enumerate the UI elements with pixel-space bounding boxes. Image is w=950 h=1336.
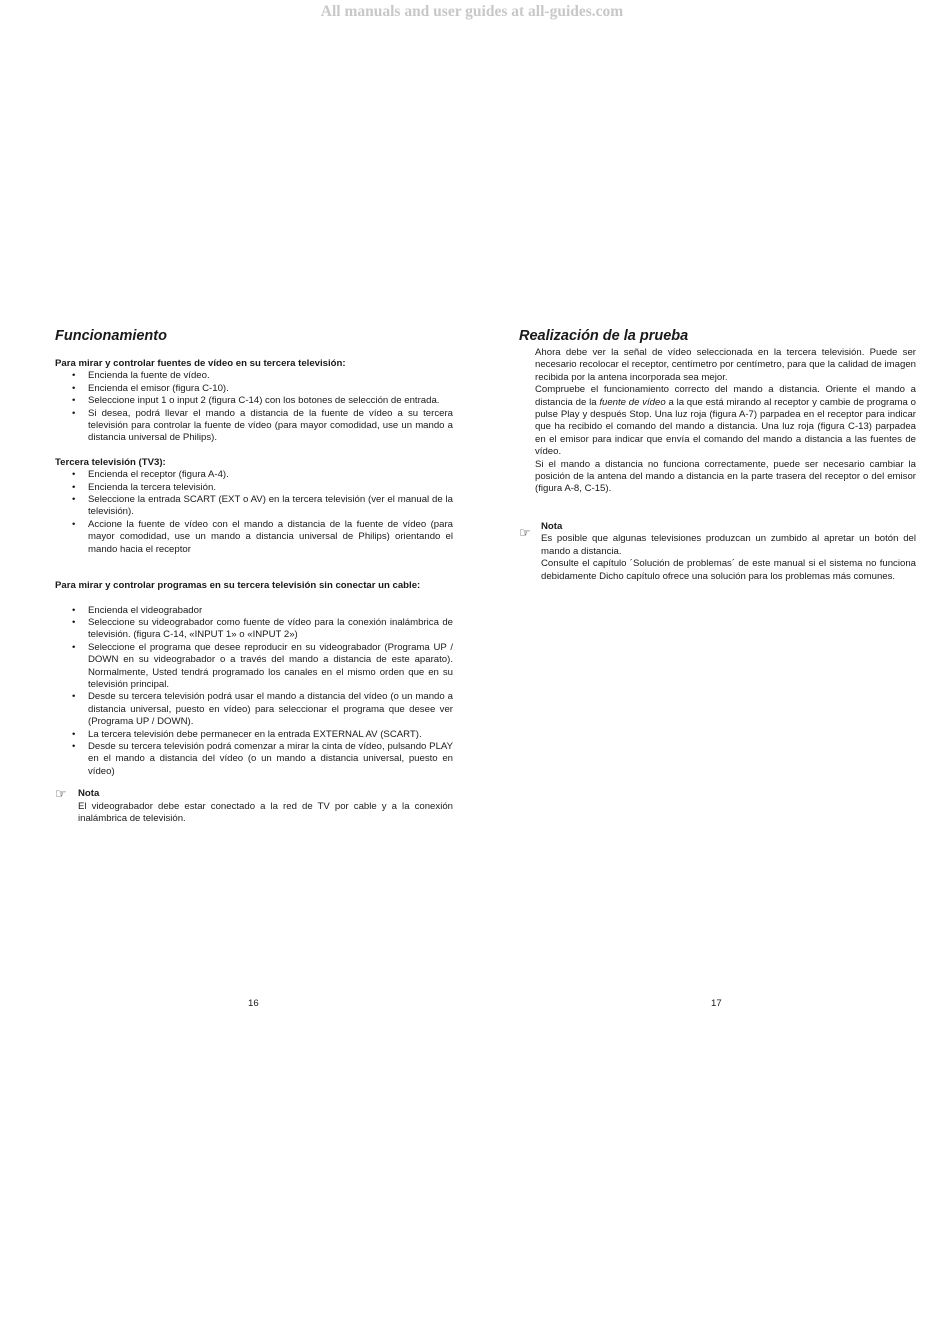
list-item: • Accione la fuente de vídeo con el mando a distancia de la fuente de vídeo (para mayor comodidad, use un mando a distancia universal de Philips) orientando el mando hacia el receptor [55, 519, 453, 556]
paragraph-part: Compruebe el funcionamiento correcto del mando a distancia. Oriente el mando a distancia de la [535, 384, 916, 408]
test-procedure-text [519, 347, 916, 496]
section3-list [55, 605, 453, 779]
list-item: • Seleccione input 1 o input 2 (figura C-14) con los botones de selección de entrada. [55, 395, 453, 407]
right-note [519, 521, 916, 583]
section2-list [55, 469, 453, 556]
section1-list [55, 370, 453, 444]
list-item: • Encienda el emisor (figura C-10). [55, 383, 453, 395]
list-item: • Encienda la fuente de vídeo. [55, 370, 453, 382]
paragraph: Si el mando a distancia no funciona correctamente, puede ser necesario cambiar la posición de la antena del mando a distancia en la parte trasera del receptor o del emisor (figura A-8, C-15). [535, 458, 916, 495]
page-number-right: 17 [711, 998, 722, 1009]
section2-heading: Tercera televisión (TV3): [55, 456, 166, 468]
left-page-column [55, 327, 453, 825]
list-item: • Desde su tercera televisión podrá comenzar a mirar la cinta de vídeo, pulsando PLAY en el mando a distancia del vídeo (o un mando a distancia universal, puesto en vídeo) [55, 741, 453, 778]
list-item: • Seleccione su videograbador como fuente de vídeo para la conexión inalámbrica de televisión. (figura C-14, «INPUT 1» o «INPUT 2») [55, 617, 453, 642]
note-text: El videograbador debe estar conectado a la red de TV por cable y a la conexión inalámbrica de televisión. [78, 800, 453, 824]
right-page-column [519, 327, 916, 583]
note-text: Es posible que algunas televisiones produzcan un zumbido al apretar un botón del mando a distancia. [541, 533, 916, 557]
section1-heading: Para mirar y controlar fuentes de vídeo en su tercera televisión: [55, 358, 346, 369]
paragraph-emphasis: fuente de vídeo [599, 396, 666, 408]
paragraph: Ahora debe ver la señal de vídeo seleccionada en la tercera televisión. Puede ser necesario recolocar el receptor, centímetro por centímetro, para que la calidad de imagen recibida por la antena incorporada sea mejor. [535, 347, 916, 383]
list-item: • La tercera televisión debe permanecer en la entrada EXTERNAL AV (SCART). [55, 729, 453, 741]
list-item: • Encienda el receptor (figura A-4). [55, 469, 453, 481]
section3-heading: Para mirar y controlar programas en su tercera televisión sin conectar un cable: [55, 580, 421, 592]
note-label: Nota [78, 788, 100, 800]
list-item: • Encienda la tercera televisión. [55, 482, 453, 494]
left-page-title: Funcionamiento [55, 328, 167, 344]
list-item: • Desde su tercera televisión podrá usar el mando a distancia del vídeo (o un mando a distancia universal, puesto en vídeo) para seleccionar el programa que desee ver (Programa UP / DOWN). [55, 691, 453, 728]
list-item: • Seleccione la entrada SCART (EXT o AV) en la tercera televisión (ver el manual de la televisión). [55, 494, 453, 519]
paragraph [535, 384, 916, 458]
list-item: • Seleccione el programa que desee reproducir en su videograbador (Programa UP / DOWN en su videograbador o a través del mando a distancia de este aparato). Normalmente, Usted tendrá programado los canales en el mismo orden que en su televisión principal. [55, 642, 453, 692]
page-number-left: 16 [248, 998, 259, 1009]
right-page-title: Realización de la prueba [519, 328, 689, 344]
pointing-hand-icon: ☞ [519, 524, 531, 540]
list-item: • Encienda el videograbador [55, 605, 453, 617]
pointing-hand-icon: ☞ [55, 786, 67, 802]
list-item: • Si desea, podrá llevar el mando a distancia de la fuente de vídeo a su tercera televisión para controlar la fuente de vídeo (para mayor comodidad, use un mando a distancia universal de Philips). [55, 408, 453, 445]
note-label: Nota [541, 520, 563, 532]
note-text: Consulte el capítulo ´Solución de problemas´ de este manual si el sistema no funciona debidamente Dicho capítulo ofrece una solución para los problemas más comunes. [541, 558, 916, 582]
left-note [55, 788, 453, 825]
watermark-text: All manuals and user guides at all-guides.com [320, 3, 624, 20]
paragraph-part: a la que está mirando al receptor y cambie de programa o pulse Play y después Stop. Una luz roja (figura A-7) parpadea en el receptor para indicar que ha recibido el comando del mando a distancia. Una luz roja (figura C-13) parpadea en el emisor para indicar que envía el comando del mando a distancia a las fuentes de vídeo. [535, 396, 916, 458]
